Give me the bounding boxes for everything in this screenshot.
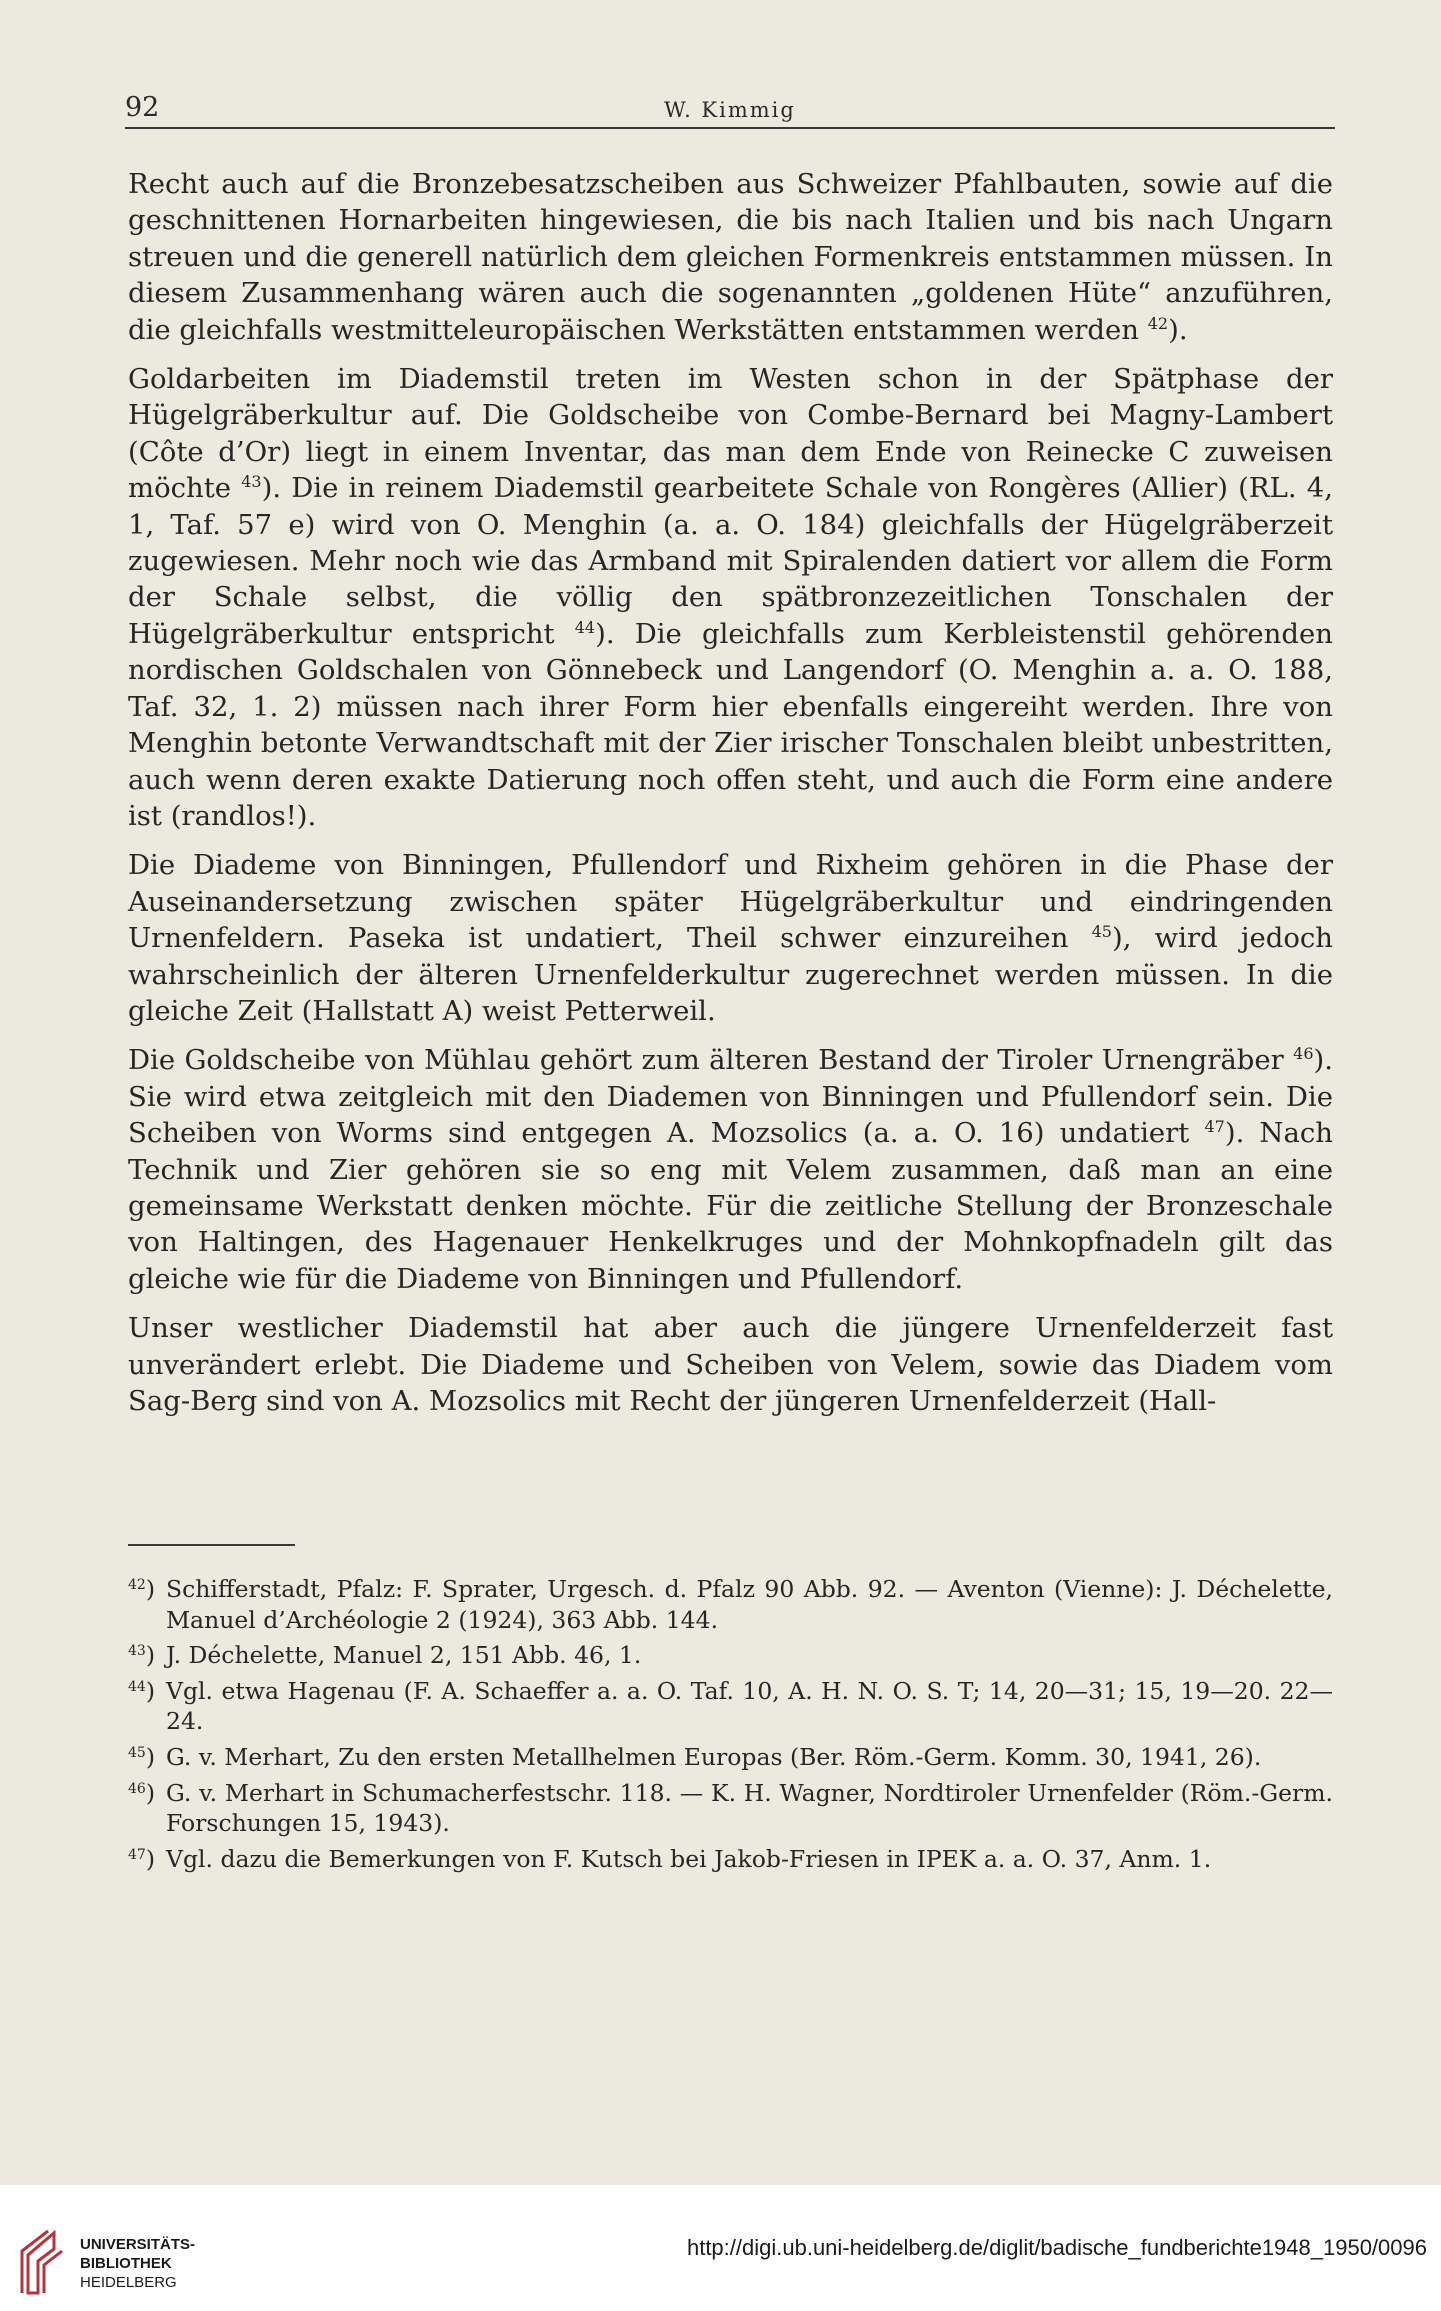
footnote-text: Vgl. etwa Hagenau (F. A. Schaeffer a. a. O. Taf. 10, A. H. N. O. S. T; 14, 20—31; 15, 19—20. 22—24.	[166, 1676, 1333, 1736]
footnote-ref-46[interactable]: 46	[1293, 1044, 1314, 1064]
paragraph-5: Unser westlicher Diademstil hat aber auch die jüngere Urnenfelderzeit fast unverändert erlebt. Die Diademe und Scheiben von Velem, sowie das Diadem vom Sag-Berg sind von A. Mozsolics mit Recht der jüngeren Urnenfelderzeit (Hall-	[128, 1312, 1333, 1417]
page-number: 92	[125, 92, 160, 123]
footnote: $^{44}$) Vgl. etwa Hagenau (F. A. Schaeffer a. a. O. Taf. 10, A. H. N. O. S. T; 14, 20—31; 15, 19—20. 22—24.	[128, 1676, 1333, 1736]
footnote-ref-45[interactable]: 45	[1091, 922, 1112, 942]
library-logo-icon[interactable]	[18, 2229, 66, 2295]
footnote-rule	[128, 1544, 295, 1546]
footnotes	[128, 1574, 1333, 1879]
paragraph-4: Die Goldscheibe von Mühlau gehört zum älteren Bestand der Tiroler Urnengräber $^{46}$). Sie wird etwa zeitgleich mit den Diademen von Binningen und Pfullendorf sein. Die Scheiben von Worms sind entgegen A. Mozsolics (a. a. O. 16) undatiert $^{47}$). Nach Technik und Zier gehören sie so eng mit Velem zusammen, daß man an eine gemeinsame Werkstatt denken möchte. Für die zeitliche Stellung der Bronzeschale von Haltingen, des Hagenauer Henkelkruges und der Mohnkopfnadeln gilt das gleiche wie für die Diademe von Binningen und Pfullendorf.	[128, 1044, 1333, 1295]
paragraph-1: Recht auch auf die Bronzebesatzscheiben aus Schweizer Pfahlbauten, sowie auf die geschnittenen Hornarbeiten hingewiesen, die bis nach Italien und bis nach Ungarn streuen und die generell natürlich dem gleichen Formenkreis entstammen müssen. In diesem Zusammenhang wären auch die sogenannten „goldenen Hüte“ anzuführen, die gleichfalls westmitteleuropäischen Werkstätten entstammen werden $^{42}$).	[128, 168, 1333, 346]
footnote-number: 45	[128, 1744, 146, 1761]
footnote: $^{42}$) Schifferstadt, Pfalz: F. Sprater, Urgesch. d. Pfalz 90 Abb. 92. — Aventon (Vienne): J. Déchelette, Manuel d’Archéologie 2 (1924), 363 Abb. 144.	[128, 1575, 1333, 1634]
footnote-number: 47	[128, 1846, 146, 1863]
header-rule	[125, 127, 1335, 129]
paragraph-3: Die Diademe von Binningen, Pfullendorf und Rixheim gehören in die Phase der Auseinandersetzung zwischen später Hügelgräberkultur und eindringenden Urnenfeldern. Paseka ist undatiert, Theil schwer einzureihen $^{45}$), wird jedoch wahrscheinlich der älteren Urnenfelderkultur zugerechnet werden müssen. In die gleiche Zeit (Hallstatt A) weist Petterweil.	[128, 849, 1333, 1027]
running-head: W. Kimmig	[664, 98, 796, 122]
footnote-text: G. v. Merhart in Schumacherfestschr. 118. — K. H. Wagner, Nordtiroler Urnenfelder (Röm.-Germ. Forschungen 15, 1943).	[166, 1778, 1333, 1838]
footnote: $^{46}$) G. v. Merhart in Schumacherfestschr. 118. — K. H. Wagner, Nordtiroler Urnenfelder (Röm.-Germ. Forschungen 15, 1943).	[128, 1778, 1333, 1838]
footnote: $^{43}$) J. Déchelette, Manuel 2, 151 Abb. 46, 1.	[128, 1641, 642, 1670]
footnote-ref-44[interactable]: 44	[574, 617, 596, 637]
footnote: $^{47}$) Vgl. dazu die Bemerkungen von F. Kutsch bei Jakob-Friesen in IPEK a. a. O. 37, Anm. 1.	[128, 1844, 1212, 1873]
footnote-text: G. v. Merhart, Zu den ersten Metallhelmen Europas (Ber. Röm.-Germ. Komm. 30, 1941, 26).	[166, 1742, 1262, 1771]
library-logo-text: UNIVERSITÄTS- BIBLIOTHEK HEIDELBERG	[80, 2236, 196, 2291]
footnote-text: J. Déchelette, Manuel 2, 151 Abb. 46, 1.	[166, 1641, 642, 1670]
source-url-link[interactable]: http://digi.ub.uni-heidelberg.de/diglit/badische_fundberichte1948_1950/0096	[686, 2235, 1427, 2260]
footnote-number: 44	[128, 1678, 146, 1695]
footnote-ref-47[interactable]: 47	[1204, 1117, 1225, 1137]
paragraph-2: Goldarbeiten im Diademstil treten im Westen schon in der Spätphase der Hügelgräberkultur auf. Die Goldscheibe von Combe-Bernard bei Magny-Lambert (Côte d’Or) liegt in einem Inventar, das man dem Ende von Reinecke C zuweisen möchte $^{43}$). Die in reinem Diademstil gearbeitete Schale von Rongères (Allier) (RL. 4, 1, Taf. 57 e) wird von O. Menghin (a. a. O. 184) gleichfalls der Hügelgräberzeit zugewiesen. Mehr noch wie das Armband mit Spiralenden datiert vor allem die Form der Schale selbst, die völlig den spätbronzezeitlichen Tonschalen der Hügelgräberkultur entspricht $^{44}$). Die gleichfalls zum Kerbleistenstil gehörenden nordischen Goldschalen von Gönnebeck und Langendorf (O. Menghin a. a. O. 188, Taf. 32, 1. 2) müssen nach ihrer Form hier ebenfalls eingereiht werden. Ihre von Menghin betonte Verwandtschaft mit der Zier irischer Tonschalen bleibt unbestritten, auch wenn deren exakte Datierung noch offen steht, und auch die Form eine andere ist (randlos!).	[128, 363, 1333, 832]
footnote-text: Schifferstadt, Pfalz: F. Sprater, Urgesch. d. Pfalz 90 Abb. 92. — Aventon (Vienne): J. Déchelette, Manuel d’Archéologie 2 (1924), 363 Abb. 144.	[166, 1575, 1333, 1634]
footnote-ref-43[interactable]: 43	[241, 472, 262, 492]
footnote: $^{45}$) G. v. Merhart, Zu den ersten Metallhelmen Europas (Ber. Röm.-Germ. Komm. 30, 1941, 26).	[128, 1742, 1262, 1771]
footnote-number: 46	[128, 1780, 146, 1797]
footnote-text: Vgl. dazu die Bemerkungen von F. Kutsch bei Jakob-Friesen in IPEK a. a. O. 37, Anm. 1.	[166, 1844, 1212, 1873]
footnote-number: 42	[128, 1577, 146, 1593]
body-text	[128, 166, 1333, 1432]
footnote-ref-42[interactable]: 42	[1147, 313, 1169, 333]
footnote-number: 43	[128, 1643, 146, 1660]
viewer-footer	[0, 2185, 1441, 2311]
page-header	[125, 90, 1335, 130]
